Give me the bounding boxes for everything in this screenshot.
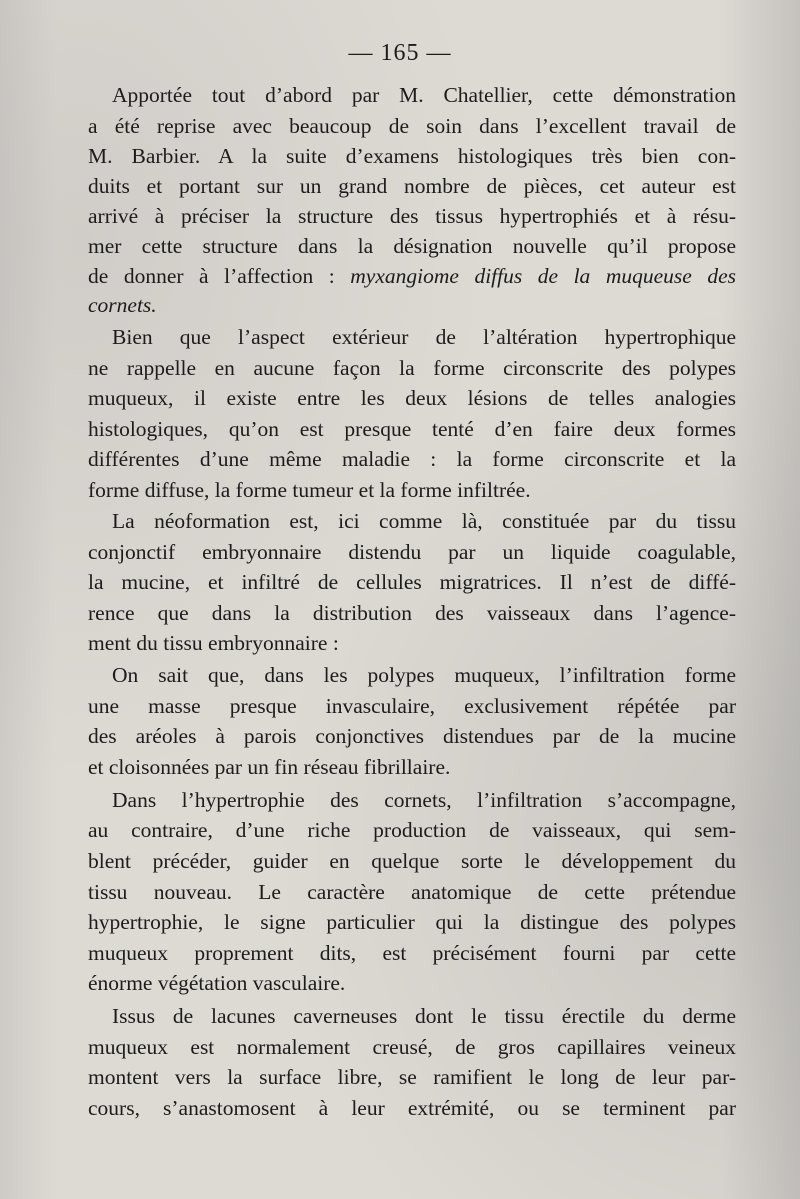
text-fragment: de donner à l’affection : (88, 264, 351, 288)
text-line: M. Barbier. A la suite d’examens histologiques très bien con- (88, 144, 736, 168)
text-line: Issus de lacunes caverneuses dont le tissu érectile du derme (112, 1004, 736, 1028)
page-number: — 165 — (348, 40, 452, 66)
text-line: muqueux, il existe entre les deux lésions de telles analogies (88, 386, 736, 410)
text-line: cours, s’anastomosent à leur extrémité, ou se terminent par (88, 1096, 736, 1120)
text-line: Bien que l’aspect extérieur de l’altération hypertrophique (112, 325, 736, 349)
text-line: histologiques, qu’on est presque tenté d’en faire deux formes (88, 417, 736, 441)
text-line: et cloisonnées par un fin réseau fibrillaire. (88, 755, 451, 779)
text-line: blent précéder, guider en quelque sorte le développement du (88, 849, 736, 873)
text-line: montent vers la surface libre, se ramifient le long de leur par- (88, 1065, 736, 1089)
text-line: a été reprise avec beaucoup de soin dans l’excellent travail de (88, 114, 736, 138)
text-line: hypertrophie, le signe particulier qui la distingue des polypes (88, 910, 736, 934)
text-line: muqueux est normalement creusé, de gros capillaires veineux (88, 1035, 736, 1059)
text-line: énorme végétation vasculaire. (88, 971, 346, 995)
italic-term: myxangiome diffus de la muqueuse des (350, 264, 736, 288)
text-line: duits et portant sur un grand nombre de pièces, cet auteur est (88, 174, 736, 198)
text-line: La néoformation est, ici comme là, constituée par du tissu (112, 509, 736, 533)
text-line: la mucine, et infiltré de cellules migratrices. Il n’est de diffé- (88, 570, 736, 594)
text-line-mixed (88, 263, 736, 290)
text-line: différentes d’une même maladie : la forme circonscrite et la (88, 447, 736, 471)
text-line: rence que dans la distribution des vaisseaux dans l’agence- (88, 601, 736, 625)
text-line: ne rappelle en aucune façon la forme circonscrite des polypes (88, 356, 736, 380)
text-line: forme diffuse, la forme tumeur et la forme infiltrée. (88, 478, 531, 502)
text-line: une masse presque invasculaire, exclusivement répétée par (88, 694, 736, 718)
text-line: tissu nouveau. Le caractère anatomique de cette prétendue (88, 880, 736, 904)
text-line: Dans l’hypertrophie des cornets, l’infiltration s’accompagne, (112, 788, 736, 812)
text-line: au contraire, d’une riche production de vaisseaux, qui sem- (88, 818, 736, 842)
text-line: cornets. (88, 293, 157, 317)
text-line: des aréoles à parois conjonctives distendues par de la mucine (88, 724, 736, 748)
text-line: Apportée tout d’abord par M. Chatellier, cette démonstration (112, 83, 736, 107)
text-line: ment du tissu embryonnaire : (88, 631, 339, 655)
text-line: mer cette structure dans la désignation nouvelle qu’il propose (88, 234, 736, 258)
text-line: conjonctif embryonnaire distendu par un liquide coagulable, (88, 540, 736, 564)
text-line: muqueux proprement dits, est précisément fourni par cette (88, 941, 736, 965)
text-line: On sait que, dans les polypes muqueux, l’infiltration forme (112, 663, 736, 687)
text-line: arrivé à préciser la structure des tissus hypertrophiés et à résu- (88, 204, 736, 228)
